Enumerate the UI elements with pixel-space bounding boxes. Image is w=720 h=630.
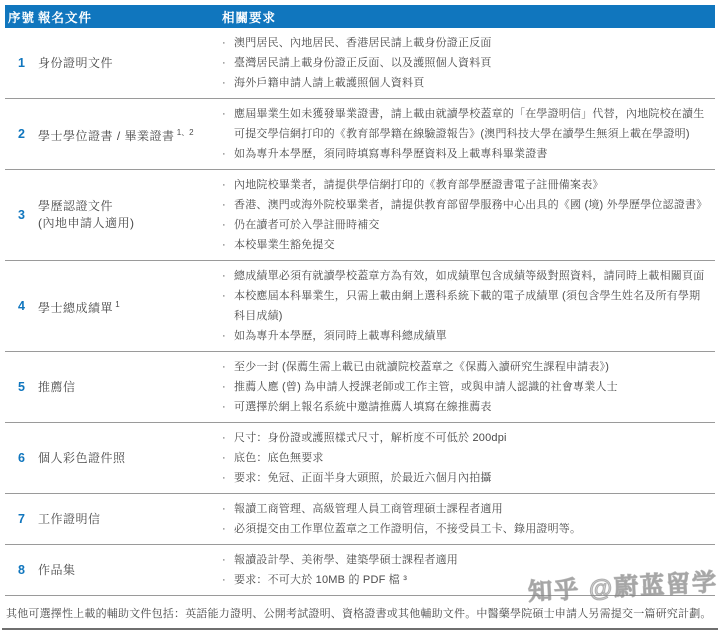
requirement-text: 香港、澳門或海外院校畢業者，請提供教育部留學服務中心出具的《國 (境) 外學歷學位認證書》 — [234, 199, 708, 211]
requirement-item — [222, 266, 709, 286]
table-row — [5, 99, 715, 170]
table-row — [5, 352, 715, 423]
document-name-line: 個人彩色證件照 — [38, 450, 126, 465]
document-name — [38, 497, 222, 541]
requirements-list — [222, 497, 715, 541]
bullet-icon: · — [222, 290, 226, 302]
requirements-list — [222, 548, 715, 592]
header-seq-no: 序號 — [7, 10, 35, 25]
row-number: 3 — [18, 208, 25, 222]
bullet-icon: · — [222, 574, 226, 586]
requirement-text: 必須提交由工作單位蓋章之工作證明信，不接受員工卡、錄用證明等。 — [234, 523, 582, 535]
requirement-item — [222, 104, 709, 144]
requirement-text: 底色：底色無要求 — [234, 452, 324, 464]
requirement-item — [222, 397, 709, 417]
document-name-line: 工作證明信 — [38, 511, 101, 526]
requirement-item — [222, 550, 709, 570]
requirement-text: 如為專升本學歷，須同時填寫專科學歷資料及上載專科畢業證書 — [234, 148, 548, 160]
row-number: 7 — [18, 512, 25, 526]
document-name — [38, 355, 222, 419]
bullet-icon: · — [222, 381, 226, 393]
bullet-icon: · — [222, 37, 226, 49]
header-requirements: 相關要求 — [222, 10, 277, 25]
bullet-icon: · — [222, 57, 226, 69]
requirement-text: 仍在讀者可於入學註冊時補交 — [234, 219, 380, 231]
bullet-icon: · — [222, 148, 226, 160]
bullet-icon: · — [222, 270, 226, 282]
page — [0, 5, 720, 620]
requirement-item — [222, 570, 709, 590]
requirement-text: 尺寸：身份證或護照樣式尺寸，解析度不可低於 200dpi — [234, 432, 507, 444]
document-name-line: 身份證明文件 — [38, 55, 114, 70]
watermark: 知乎 @蔚蓝留学 — [527, 569, 719, 606]
document-name — [38, 264, 222, 348]
requirement-item — [222, 215, 709, 235]
table-row — [5, 545, 715, 596]
document-name-line: 學歷認證文件 — [38, 199, 114, 213]
requirement-text: 報讀工商管理、高級管理人員工商管理碩士課程者適用 — [234, 503, 503, 515]
bullet-icon: · — [222, 219, 226, 231]
bullet-icon: · — [222, 330, 226, 342]
row-number: 8 — [18, 563, 25, 577]
requirement-item — [222, 326, 709, 346]
bullet-icon: · — [222, 472, 226, 484]
bullet-icon: · — [222, 199, 226, 211]
document-name-line: (內地申請人適用) — [38, 216, 135, 230]
requirement-text: 海外戶籍申請人請上載護照個人資料頁 — [234, 77, 425, 89]
bullet-icon: · — [222, 179, 226, 191]
document-name-line: 學士學位證書 / 畢業證書 $^{1、2}$ — [38, 127, 194, 143]
table-body — [5, 28, 715, 596]
requirement-item — [222, 448, 709, 468]
requirements-list — [222, 264, 715, 348]
requirement-item — [222, 499, 709, 519]
document-name — [38, 31, 222, 95]
requirement-item — [222, 73, 709, 93]
document-name-line: 作品集 — [38, 562, 76, 577]
requirements-list — [222, 355, 715, 419]
requirement-text: 澳門居民、內地居民、香港居民請上載身份證正反面 — [234, 37, 492, 49]
requirement-item — [222, 286, 709, 326]
bullet-icon: · — [222, 401, 226, 413]
requirement-text: 要求：免冠、正面半身大頭照，於最近六個月內拍攝 — [234, 472, 492, 484]
requirement-item — [222, 377, 709, 397]
requirement-text: 如為專升本學歷，須同時上載專科總成績單 — [234, 330, 447, 342]
requirements-list — [222, 31, 715, 95]
requirement-text: 本校畢業生豁免提交 — [234, 239, 335, 251]
table-row — [5, 423, 715, 494]
bullet-icon: · — [222, 77, 226, 89]
footer-note: 其他可選擇性上載的輔助文件包括：英語能力證明、公開考試證明、資格證書或其他輔助文件。中醫藥學院碩士申請人另需提交一篇研究計劃。 — [2, 596, 718, 630]
requirement-text: 至少一封 (保薦生需上載已由就讀院校蓋章之《保薦入讀研究生課程申請表》) — [234, 361, 610, 373]
requirement-item — [222, 235, 709, 255]
requirement-text: 報讀設計學、美術學、建築學碩士課程者適用 — [234, 554, 458, 566]
requirements-list — [222, 426, 715, 490]
bullet-icon: · — [222, 432, 226, 444]
row-number: 5 — [18, 380, 25, 394]
bullet-icon: · — [222, 452, 226, 464]
table-header-row — [5, 5, 715, 28]
requirement-text: 本校應屆本科畢業生，只需上載由網上選科系統下載的電子成績單 (須包含學生姓名及所有學期科目成績) — [234, 290, 701, 322]
document-name — [38, 426, 222, 490]
footnote-superscript: 1、2 — [174, 127, 194, 137]
requirement-text: 總成績單必須有就讀學校蓋章方為有效，如成績單包含成績等級對照資料，請同時上載相關頁面 — [234, 270, 705, 282]
requirement-item — [222, 144, 709, 164]
bullet-icon: · — [222, 503, 226, 515]
bullet-icon: · — [222, 554, 226, 566]
documents-table — [5, 5, 715, 596]
requirement-item — [222, 33, 709, 53]
row-number: 6 — [18, 451, 25, 465]
footnote-superscript: 1 — [113, 299, 120, 309]
row-number: 4 — [18, 299, 25, 313]
table-row — [5, 261, 715, 352]
bullet-icon: · — [222, 361, 226, 373]
requirement-item — [222, 519, 709, 539]
header-document: 報名文件 — [38, 10, 93, 25]
bullet-icon: · — [222, 239, 226, 251]
requirements-list — [222, 173, 715, 257]
requirements-list — [222, 102, 715, 166]
document-name — [38, 102, 222, 166]
requirement-item — [222, 468, 709, 488]
requirement-text: 推薦人應 (曾) 為申請人授課老師或工作主管，或與申請人認識的社會專業人士 — [234, 381, 618, 393]
requirement-text: 內地院校畢業者，請提供學信網打印的《教育部學歷證書電子註冊備案表》 — [234, 179, 604, 191]
table-row — [5, 170, 715, 261]
bullet-icon: · — [222, 108, 226, 120]
requirement-item — [222, 175, 709, 195]
row-number: 2 — [18, 127, 25, 141]
requirement-item — [222, 53, 709, 73]
requirement-text: 臺灣居民請上載身份證正反面、以及護照個人資料頁 — [234, 57, 492, 69]
requirement-item — [222, 195, 709, 215]
table-row — [5, 494, 715, 545]
requirement-item — [222, 357, 709, 377]
table-row — [5, 28, 715, 99]
requirement-text: 可選擇於網上報名系統中邀請推薦人填寫在線推薦表 — [234, 401, 492, 413]
row-number: 1 — [18, 56, 25, 70]
document-name — [38, 548, 222, 592]
requirement-text: 應屆畢業生如未獲發畢業證書，請上載由就讀學校蓋章的「在學證明信」代替，內地院校在讀生可提交學信網打印的《教育部學籍在線驗證報告》(澳門科技大學在讀學生無須上載在學證明) — [234, 108, 705, 140]
requirement-item — [222, 428, 709, 448]
document-name-line: 學士總成績單 $^1$ — [38, 299, 120, 315]
document-name — [38, 173, 222, 257]
bullet-icon: · — [222, 523, 226, 535]
requirement-text: 要求：不可大於 10MB 的 PDF 檔 ³ — [234, 574, 408, 586]
document-name-line: 推薦信 — [38, 379, 76, 394]
